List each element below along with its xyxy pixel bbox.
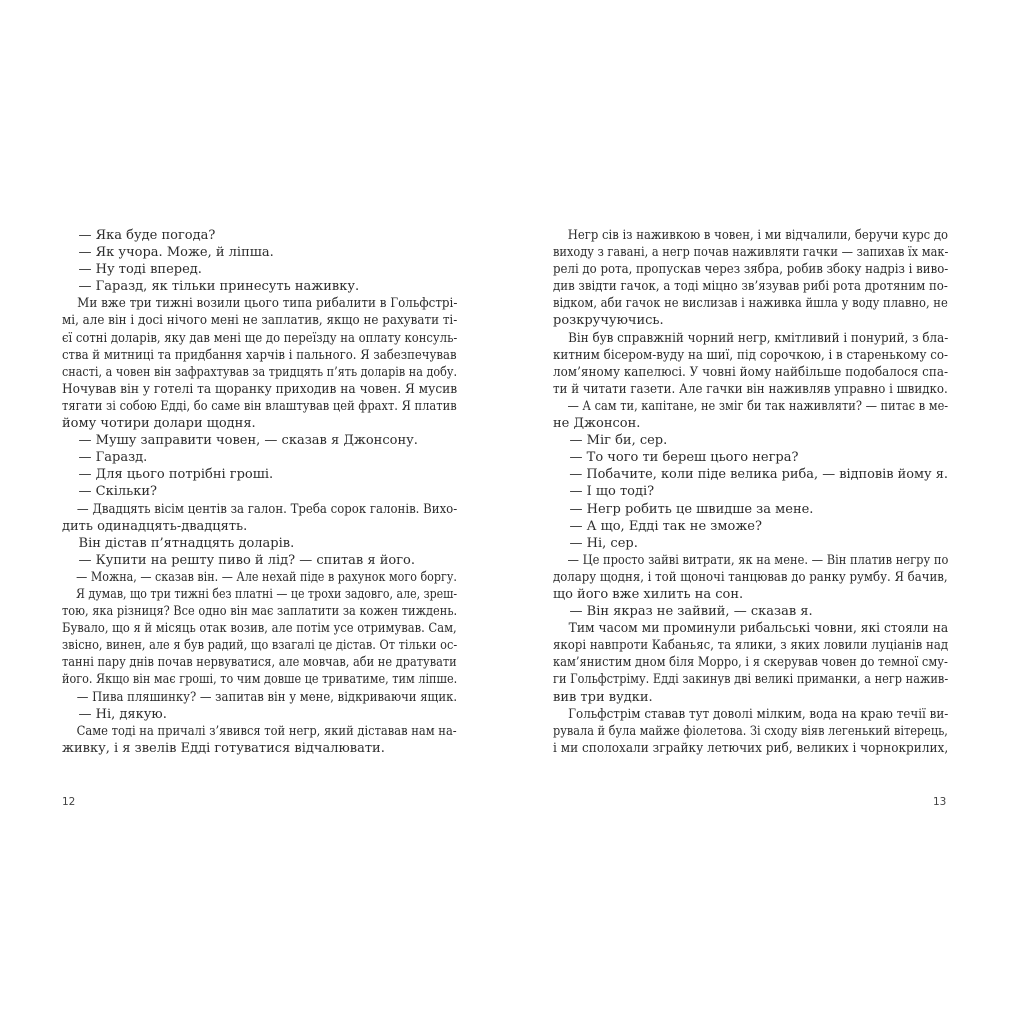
text-line: Саме тоді на причалі з’явився той негр, який діставав нам на- [62,723,457,739]
text-line: Я думав, що три тижні без платні — це трохи задовго, але, зреш- [62,586,458,602]
text-line: тягати зі собою Едді, бо саме він влаштував цей фрахт. Я платив [62,398,457,414]
text-line: — Скільки? [62,484,157,500]
text-line: — Двадцять вісім центів за галон. Треба сорок галонів. Вихо- [62,501,458,517]
text-line: — Пива пляшинку? — запитав він у мене, відкриваючи ящик. [62,689,458,705]
text-line: Бувало, що я й місяць отак возив, але потім усе отримував. Сам, [62,621,457,637]
text-line: — Яка буде погода? [62,228,216,243]
text-line: Він був справжній чорний негр, кмітливий і понурий, з бла- [553,330,949,346]
text-line: лом’яному капелюсі. У човні йому найбільше подобалося спа- [553,364,949,380]
text-line: — Ні, сер. [553,535,638,551]
text-line: його. Якщо він має гроші, то чим довше це триватиме, тим ліпше. [62,672,458,688]
text-line: — Купити на решту пиво й лід? — спитав я його. [62,552,415,568]
text-line: Ми вже три тижні возили цього типа рибалити в Гольфстрі- [62,296,458,312]
text-line: живку, і я звелів Едді готуватися відчалювати. [62,740,385,756]
text-line: єї сотні доларів, яку дав мені ще до переїзду на оплату консуль- [62,330,458,346]
text-line: тою, яка різниця? Все одно він має заплатити за кожен тиждень. [62,604,458,620]
text-line: — А сам ти, капітане, не зміг би так наживляти? — питає в ме- [553,398,949,414]
text-line: — Це просто зайві витрати, як на мене. — Він платив негру по [553,552,949,568]
text-line: ства й митниці та придбання харчів і пального. Я забезпечував [62,347,457,363]
text-line: — Можна, — сказав він. — Але нехай піде в рахунок мого боргу. [62,569,457,585]
text-line: не Джонсон. [553,416,641,432]
text-line: Негр сів із наживкою в човен, і ми відчалили, беручи курс до [553,228,949,243]
text-line: — Для цього потрібні гроші. [62,467,274,483]
text-line: — Негр робить це швидше за мене. [553,501,814,517]
text-line: розкручуючись. [553,313,664,329]
text-line: ги Гольфстріму. Едді закинув дві великі приманки, а негр нажив- [553,672,949,688]
text-line: відком, аби гачок не вислизав і наживка йшла у воду плавно, не [553,296,948,312]
text-line: — Побачите, коли піде велика риба, — відповів йому я. [553,467,948,483]
text-line: мі, але він і досі нічого мені не заплатив, якщо не рахувати ті- [62,313,458,329]
text-line: — І що тоді? [553,484,655,500]
text-line: — Гаразд, як тільки принесуть наживку. [62,279,360,295]
text-line: Гольфстрім ставав тут доволі мілким, вода на краю течії ви- [553,706,949,722]
text-line: і ми сполохали зграйку летючих риб, великих і чорнокрилих, [553,740,949,756]
text-line: що його вже хилить на сон. [553,586,744,602]
text-line: — Мушу заправити човен, — сказав я Джонсону. [62,433,418,449]
text-line: Ночував він у готелі та щоранку приходив на човен. Я мусив [62,381,458,397]
text-line: ти й читати газети. Але гачки він наживляв управно і швидко. [553,381,948,397]
text-line: якорі навпроти Кабаньяс, та ялики, з яких ловили луціанів над [553,638,949,654]
text-line: — Ну тоді вперед. [62,262,202,278]
text-line: снасті, а човен він зафрахтував за тридцять п’ять доларів на добу. [62,364,458,380]
text-line: кам’янистим дном біля Морро, і я скерував човен до темної сму- [553,655,948,671]
text-line: йому чотири долари щодня. [62,416,256,432]
text-line: танні пару днів почав нервуватися, але мовчав, аби не дратувати [62,655,457,671]
left-page-body [62,227,457,757]
text-line: — Як учора. Може, й ліпша. [62,245,274,261]
text-line: дить одинадцять-двадцять. [62,518,248,534]
text-line: — Ні, дякую. [62,706,167,722]
text-line: китним бісером-вуду на шиї, під сорочкою, і в старенькому со- [553,347,949,363]
text-line: — Він якраз не зайвий, — сказав я. [553,604,813,620]
text-line: долару щодня, і той щоночі танцював до ранку румбу. Я бачив, [553,569,948,585]
text-line: Тим часом ми проминули рибальські човни, які стояли на [553,621,949,637]
text-line: — А що, Едді так не зможе? [553,518,762,534]
text-line: релі до рота, пропускав через зябра, робив збоку надріз і виво- [553,262,949,278]
text-line: — То чого ти береш цього негра? [553,450,799,466]
text-line: див звідти гачок, а тоді міцно зв’язував рибі рота дротяним по- [553,279,948,295]
text-line: — Гаразд. [62,450,148,466]
text-line: — Міг би, сер. [553,433,668,449]
text-line: вив три вудки. [553,689,653,705]
text-line: звісно, винен, але я був радий, що взагалі це дістав. От тільки ос- [62,638,458,654]
text-line: рувала й була майже фіолетова. Зі сходу віяв легенький вітерець, [553,723,948,739]
text-line: виходу з гавані, а негр почав наживляти гачки — запихав їх мак- [553,245,949,261]
text-line: Він дістав п’ятнадцять доларів. [62,535,295,551]
page-number-left: 12 [62,796,76,808]
right-page-body [553,227,948,757]
page-number-right: 13 [933,796,947,808]
